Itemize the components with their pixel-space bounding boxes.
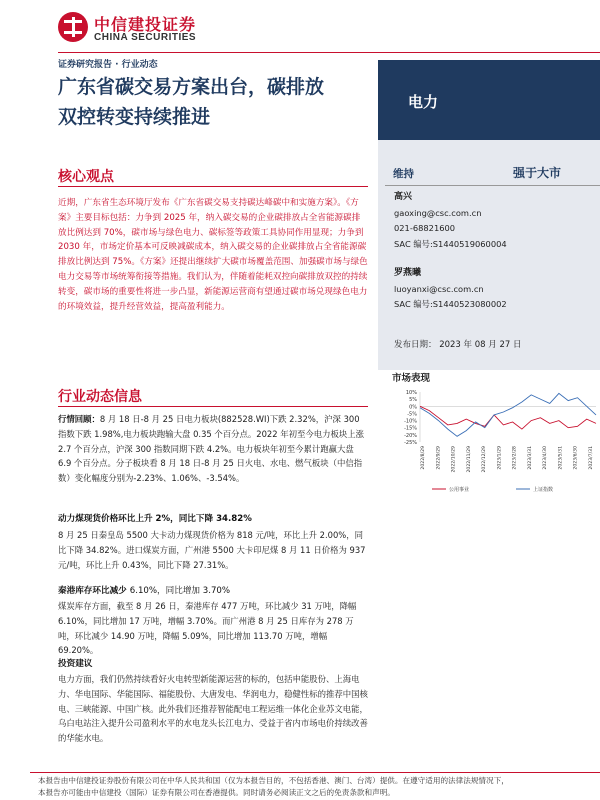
market-review-text: 8 月 18 日-8 月 25 日电力板块(882528.WI)下跌 2.32%，沪深 300 指数下跌 1.98%,电力板块跑输大盘 0.35 个百分点。2022 年初至今电力板块上涨 2.7 个百分点，沪深 300 指数同期下跌 4.2%。电力板块年初至今累计跑赢大盘 6.9 个百分点。分子板块看 8 月 18 日-8 月 25 日火电、水电、燃气板块（中信指数）变化幅度分别为-2.23%、1.06%、-3.54%。 bbox=[58, 414, 365, 484]
advice-heading: 投资建议 bbox=[58, 659, 93, 669]
coal-stock-heading-b: 6.10%，同比增加 3.70% bbox=[129, 586, 231, 596]
y-tick-label: -15% bbox=[404, 425, 417, 432]
logo-name-cn: 中信建投证券 bbox=[94, 15, 197, 34]
coal-stock-text: 煤炭库存方面，截至 8 月 26 日，秦港库存 477 万吨，环比减少 31 万吨，降幅 6.10%，同比增加 17 万吨，增幅 3.70%。而广州港 8 月 25 日库存为 278 万吨，环比减少 14.90 万吨，降幅 5.09%，同比增加 113.70 万吨，增幅 69.20%。 bbox=[58, 601, 357, 656]
x-tick-label: 2023/6/30 bbox=[573, 446, 579, 470]
y-tick-label: 10% bbox=[405, 390, 417, 396]
rating-header bbox=[385, 158, 600, 186]
analyst-name: 高兴 bbox=[394, 192, 413, 202]
report-title-line-1: 广东省碳交易方案出台，碳排放 bbox=[58, 76, 325, 98]
x-tick-label: 2023/1/29 bbox=[497, 446, 503, 470]
publish-date: 发布日期： 2023 年 08 月 27 日 bbox=[394, 340, 522, 350]
analyst-card bbox=[394, 190, 507, 252]
company-logo bbox=[58, 12, 228, 48]
logo-mark-icon bbox=[58, 12, 88, 42]
market-chart-svg bbox=[392, 388, 600, 496]
x-tick-label: 2023/4/30 bbox=[543, 446, 549, 470]
header-divider bbox=[58, 52, 600, 53]
x-tick-label: 2023/3/31 bbox=[527, 446, 533, 470]
legend-label: 公用事业 bbox=[449, 487, 470, 493]
sector-banner bbox=[378, 60, 600, 140]
x-tick-label: 2022/11/29 bbox=[466, 446, 472, 473]
x-tick-label: 2022/10/29 bbox=[451, 446, 457, 473]
x-tick-label: 2022/12/29 bbox=[482, 446, 488, 473]
core-view-divider bbox=[58, 186, 368, 187]
rating-value: 强于大市 bbox=[513, 166, 562, 180]
y-tick-label: -20% bbox=[404, 432, 417, 439]
analyst-sac: SAC 编号:S1440523080002 bbox=[394, 299, 507, 309]
y-tick-label: 5% bbox=[409, 397, 417, 404]
core-view-text: 近期，广东省生态环境厅发布《广东省碳交易支持碳达峰碳中和实施方案》。《方案》主要目标包括：力争到 2025 年，纳入碳交易的企业碳排放占全省能源碳排放比例达到 70%，碳市场与绿色电力、碳标签等政策工具协同作用显现；力争到 2030 年，市场定价基本可反映减碳成本，纳入碳交易的企业碳排放占全省能源碳排放比例达到 75%。《方案》还提出继续扩大碳市场覆盖范围、加强碳市场与绿色电力交易等市场统筹衔接等措施。我们认为，伴随着能耗双控向碳排放双控的持续转变，碳市场的重要性将进一步凸显，新能源运营商有望通过碳市场兑现绿色电力的环境效益，提升经营效益，提高盈利能力。 bbox=[58, 198, 368, 312]
market-chart-title: 市场表现 bbox=[392, 373, 431, 384]
logo-name-en: CHINA SECURITIES bbox=[94, 32, 197, 43]
coal-price-heading: 动力煤现货价格环比上升 2%，同比下降 34.82% bbox=[58, 514, 252, 524]
report-type: 证券研究报告 · 行业动态 bbox=[58, 60, 158, 70]
disclaimer-line-2: 本报告亦可能由中信建投（国际）证券有限公司在香港提供。同时请务必阅读正文之后的免责条款和声明。 bbox=[38, 788, 395, 797]
advice-text: 电力方面，我们仍然持续看好火电转型新能源运营的标的，包括申能股份、上海电力、华电国际、华能国际、福能股份、大唐发电、华润电力，稳健性标的推荐中国核电、三峡能源、中国广核。此外我们还推荐智能配电工程运维一体化企业苏文电能，乌白电站注入提升公司盈利水平的水电龙头长江电力、受益于省内市场电价持续改善的华能水电。 bbox=[58, 674, 368, 744]
y-tick-label: -25% bbox=[404, 440, 417, 446]
x-tick-label: 2022/9/29 bbox=[436, 446, 442, 470]
x-tick-label: 2023/5/31 bbox=[558, 446, 564, 470]
disclaimer bbox=[38, 775, 600, 799]
rating-divider bbox=[385, 185, 600, 186]
x-tick-label: 2023/2/28 bbox=[512, 446, 518, 470]
analyst-name: 罗燕曦 bbox=[394, 268, 422, 278]
industry-divider bbox=[58, 406, 368, 407]
y-tick-label: -5% bbox=[407, 411, 417, 418]
report-title-line-2: 双控转变持续推进 bbox=[58, 106, 211, 128]
analyst-card bbox=[394, 266, 507, 313]
market-performance-chart bbox=[392, 388, 600, 496]
x-tick-label: 2022/8/29 bbox=[421, 446, 426, 470]
y-tick-label: -10% bbox=[404, 418, 417, 425]
disclaimer-line-1: 本报告由中信建投证券股份有限公司在中华人民共和国（仅为本报告目的，不包括香港、澳门、台湾）提供。在遵守适用的法律法规情况下， bbox=[38, 776, 509, 785]
analyst-email[interactable]: gaoxing@csc.com.cn bbox=[394, 207, 482, 218]
analyst-email[interactable]: luoyanxi@csc.com.cn bbox=[394, 283, 484, 294]
analyst-sac: SAC 编号:S1440519060004 bbox=[394, 238, 507, 249]
sector-label: 电力 bbox=[408, 93, 439, 111]
industry-heading: 行业动态信息 bbox=[58, 389, 142, 405]
market-review-paragraph bbox=[58, 412, 368, 486]
analyst-phone: 021-68821600 bbox=[394, 223, 456, 233]
rating-action: 维持 bbox=[393, 168, 414, 180]
x-tick-label: 2023/7/31 bbox=[589, 446, 594, 470]
footer-divider bbox=[30, 772, 600, 773]
series-line-1 bbox=[420, 393, 596, 436]
market-review-label: 行情回顾： bbox=[58, 414, 100, 424]
coal-stock-heading bbox=[58, 584, 230, 596]
coal-stock-heading-a: 秦港库存环比减少 bbox=[58, 586, 130, 596]
legend-label: 上证指数 bbox=[533, 487, 554, 493]
y-tick-label: 0% bbox=[409, 404, 417, 411]
core-view-heading: 核心观点 bbox=[58, 169, 114, 185]
report-title bbox=[58, 72, 368, 132]
coal-price-text: 8 月 25 日秦皇岛 5500 大卡动力煤现货价格为 818 元/吨，环比上升 2.00%，同比下降 34.82%。进口煤炭方面，广州港 5500 大卡印尼煤 8 月 11 日价格为 937 元/吨，环比上升 0.43%，同比下降 27.31%。 bbox=[58, 530, 366, 570]
